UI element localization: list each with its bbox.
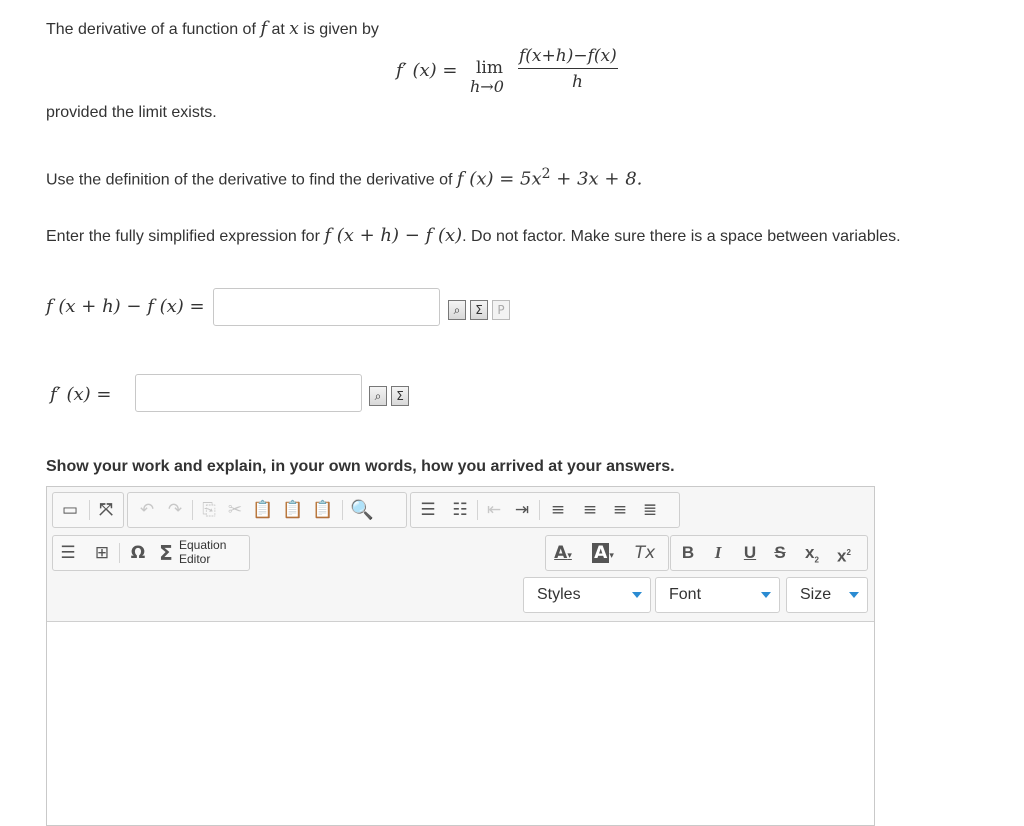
cut-icon[interactable]: ✂ [227,500,243,520]
paste-icon[interactable]: 📋 [252,500,274,520]
align-center-icon[interactable]: ≡ [582,500,598,520]
instruction-text-pre: Enter the fully simplified expression for [46,228,325,245]
align-right-icon[interactable]: ≡ [612,500,628,520]
redo-icon[interactable]: ↷ [167,500,183,520]
provided-text: provided the limit exists. [46,104,217,121]
chevron-down-icon [761,592,771,598]
question-function-tail: + 3x + 8. [550,168,643,190]
toolbar-group-paragraph [410,492,680,528]
font-dropdown[interactable] [655,577,780,613]
preview-icon[interactable]: ⌕ [448,300,466,320]
superscript-label: x [837,546,847,566]
answer1-label: f (x + h) − f (x) = [46,296,205,317]
paste-text-icon[interactable]: 📋 [282,500,304,520]
answer2-input[interactable] [135,374,362,412]
horizontal-line-icon[interactable]: ☰ [60,543,76,563]
size-label: Size [800,586,832,603]
toolbar-separator [89,500,90,520]
paste-icon[interactable]: P [492,300,510,320]
size-dropdown[interactable] [786,577,868,613]
equation-editor-button[interactable] [179,538,226,566]
fraction-denominator: h [572,72,583,92]
subscript-button[interactable] [801,541,823,565]
toolbar-separator [342,500,343,520]
intro-text-post: is given by [298,21,379,38]
answer2-label: f′ (x) = [50,384,112,405]
equation-icon[interactable]: Σ [391,386,409,406]
limit-subscript: h→0 [470,77,504,96]
chevron-down-icon: ▾ [567,551,572,561]
toolbar-group-insert [52,535,250,571]
toolbar-separator [119,543,120,563]
fraction-numerator: f(x+h)−f(x) [518,46,618,69]
intro-text-pre: The derivative of a function of [46,21,261,38]
align-justify-icon[interactable]: ≣ [642,500,658,520]
var-x: x [289,19,299,39]
superscript-mark: 2 [846,548,851,557]
toolbar-separator [539,500,540,520]
chevron-down-icon [632,592,642,598]
equation-editor-label-2: Editor [179,552,211,566]
table-icon[interactable]: ⊞ [94,543,110,563]
background-color-button[interactable] [592,541,614,565]
answer1-input[interactable] [213,288,440,326]
source-icon[interactable]: ▭ [61,500,79,520]
maximize-icon[interactable]: ⤧ [99,500,113,520]
question-function: f (x) = 5x [456,168,542,190]
remove-format-icon[interactable]: Tx [634,543,656,563]
subscript-mark: 2 [814,555,819,565]
decrease-indent-icon[interactable]: ⇤ [486,500,502,520]
background-color-label: A [594,543,608,563]
search-icon[interactable]: 🔍 [350,499,374,521]
question-text-pre: Use the definition of the derivative to find the derivative of [46,171,457,189]
text-color-label: A [554,543,568,563]
chevron-down-icon [849,592,859,598]
instruction-expr: f (x + h) − f (x) [324,225,463,246]
align-left-icon[interactable]: ≡ [550,500,566,520]
instruction-text-post: . Do not factor. Make sure there is a space between variables. [462,228,901,245]
question-exponent: 2 [541,166,551,182]
copy-format-icon[interactable]: ⎘ [202,500,216,520]
subscript-label: x [805,543,815,562]
definition-lhs: f′ (x) = [396,60,458,81]
numbered-list-icon[interactable]: ☰ [420,500,436,520]
equation-icon[interactable]: Σ [470,300,488,320]
bulleted-list-icon[interactable]: ☷ [452,500,468,520]
underline-button[interactable]: U [743,543,757,562]
toolbar-group-basic-styles [670,535,868,571]
font-label: Font [669,586,702,603]
strikethrough-button[interactable]: S [774,543,786,562]
increase-indent-icon[interactable]: ⇥ [514,500,530,520]
toolbar-group-view [52,492,124,528]
italic-button[interactable]: I [714,543,722,562]
var-f: f [260,18,268,39]
preview-icon[interactable]: ⌕ [369,386,387,406]
toolbar-group-colors [545,535,669,571]
rich-text-editor [46,486,875,826]
paste-word-icon[interactable]: 📋 [312,500,334,520]
toolbar-separator [192,500,193,520]
omega-icon[interactable]: Ω [130,543,146,563]
bold-button[interactable]: B [681,543,695,562]
superscript-button[interactable] [833,541,855,565]
sigma-icon[interactable]: Σ [159,541,173,565]
work-prompt: Show your work and explain, in your own words, how you arrived at your answers. [46,458,675,475]
instruction-text [46,225,901,246]
intro-text [46,18,379,39]
equation-editor-label-1: Equation [179,538,227,552]
undo-icon[interactable]: ↶ [139,500,155,520]
text-color-button[interactable] [552,541,574,565]
editor-toolbar [47,487,874,622]
intro-text-mid: at [267,21,290,38]
limit-word: lim [476,58,503,78]
question-text [46,166,642,189]
toolbar-group-edit [127,492,407,528]
toolbar-separator [477,500,478,520]
styles-label: Styles [537,586,581,603]
chevron-down-icon: ▾ [609,551,614,561]
styles-dropdown[interactable] [523,577,651,613]
editor-content-area[interactable] [47,622,874,822]
